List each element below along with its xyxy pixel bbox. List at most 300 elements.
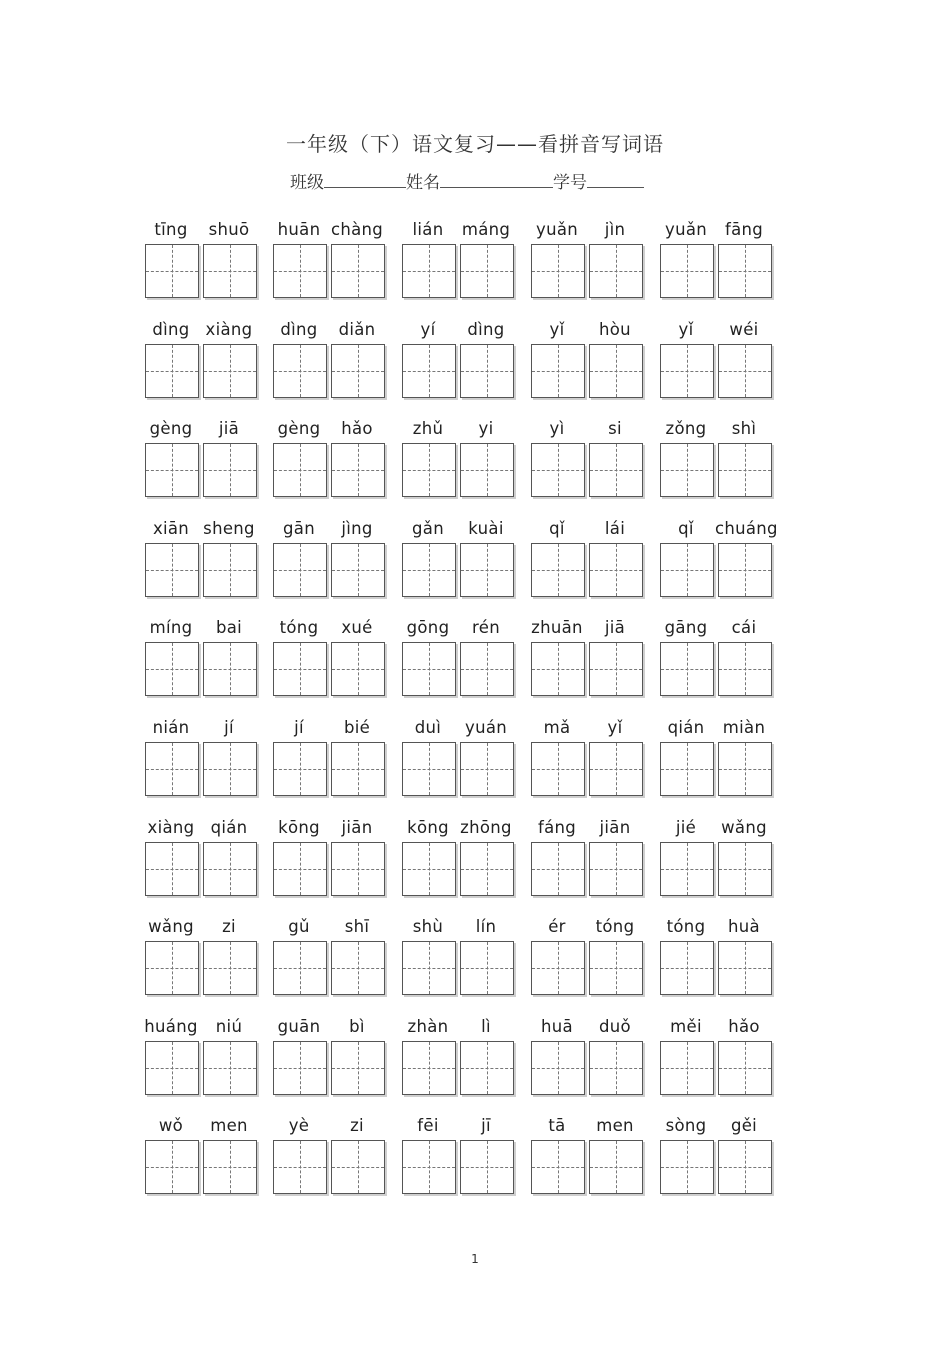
pinyin-syllable: niú [215, 1017, 243, 1036]
guide-line-horizontal [661, 769, 713, 770]
guide-line-horizontal [403, 669, 455, 670]
pinyin-syllable: sheng [203, 519, 255, 538]
pinyin-syllable: yuǎn [536, 220, 578, 239]
pinyin-syllable: shuō [208, 220, 250, 239]
word-group [273, 1017, 391, 1117]
writing-cell[interactable] [531, 344, 585, 398]
writing-cell[interactable] [718, 1041, 772, 1095]
guide-line-horizontal [204, 570, 256, 571]
writing-cell[interactable] [203, 244, 257, 298]
pinyin-syllable: zhuān [531, 618, 583, 637]
guide-line-horizontal [332, 570, 384, 571]
writing-cell[interactable] [145, 443, 199, 497]
writing-cell[interactable] [460, 842, 514, 896]
guide-line-horizontal [332, 669, 384, 670]
pinyin-syllable: yuán [465, 718, 507, 737]
word-group [531, 618, 649, 718]
writing-cell[interactable] [145, 941, 199, 995]
word-group [531, 320, 649, 420]
pinyin-syllable: qǐ [549, 519, 565, 538]
writing-cell[interactable] [402, 543, 456, 597]
writing-cell[interactable] [203, 1140, 257, 1194]
guide-line-horizontal [661, 271, 713, 272]
writing-cell[interactable] [660, 642, 714, 696]
pinyin-syllable: dìng [280, 320, 318, 339]
pinyin-syllable: yi [478, 419, 494, 438]
pinyin-syllable: yǐ [549, 320, 565, 339]
word-group [402, 1017, 520, 1117]
guide-line-horizontal [719, 371, 771, 372]
guide-line-horizontal [590, 869, 642, 870]
pinyin-syllable: jí [294, 718, 304, 737]
guide-line-horizontal [719, 470, 771, 471]
guide-line-horizontal [274, 669, 326, 670]
pinyin-syllable: sòng [665, 1116, 707, 1135]
writing-cell[interactable] [145, 642, 199, 696]
word-row [0, 519, 950, 619]
pinyin-syllable: jiā [604, 618, 626, 637]
writing-cell[interactable] [589, 543, 643, 597]
pinyin-syllable: yí [420, 320, 436, 339]
writing-cell[interactable] [660, 941, 714, 995]
guide-line-horizontal [532, 769, 584, 770]
word-group [531, 917, 649, 1017]
writing-cell[interactable] [531, 1140, 585, 1194]
writing-cell[interactable] [273, 742, 327, 796]
writing-cell[interactable] [660, 1140, 714, 1194]
pinyin-syllable: gèng [149, 419, 193, 438]
writing-cell[interactable] [402, 842, 456, 896]
guide-line-horizontal [403, 769, 455, 770]
pinyin-syllable: wǎng [721, 818, 767, 837]
word-group [145, 419, 263, 519]
writing-cell[interactable] [145, 244, 199, 298]
guide-line-horizontal [590, 968, 642, 969]
writing-cell[interactable] [718, 443, 772, 497]
pinyin-syllable: dìng [152, 320, 190, 339]
pinyin-syllable: hǎo [728, 1017, 760, 1036]
writing-cell[interactable] [589, 1041, 643, 1095]
guide-line-horizontal [719, 769, 771, 770]
pinyin-syllable: huà [728, 917, 760, 936]
guide-line-horizontal [146, 968, 198, 969]
pinyin-syllable: wéi [729, 320, 759, 339]
guide-line-horizontal [274, 968, 326, 969]
pinyin-syllable: gèng [277, 419, 321, 438]
writing-cell[interactable] [660, 842, 714, 896]
word-group [273, 917, 391, 1017]
guide-line-horizontal [719, 570, 771, 571]
writing-cell[interactable] [203, 642, 257, 696]
writing-cell[interactable] [331, 344, 385, 398]
guide-line-horizontal [719, 968, 771, 969]
pinyin-syllable: si [608, 419, 622, 438]
guide-line-horizontal [146, 869, 198, 870]
writing-cell[interactable] [203, 344, 257, 398]
writing-cell[interactable] [531, 1041, 585, 1095]
writing-cell[interactable] [273, 1140, 327, 1194]
word-group [273, 419, 391, 519]
writing-cell[interactable] [273, 1041, 327, 1095]
pinyin-syllable: gěi [730, 1116, 758, 1135]
writing-cell[interactable] [460, 941, 514, 995]
pinyin-syllable: zi [350, 1116, 364, 1135]
pinyin-syllable: chàng [330, 220, 384, 239]
word-group [531, 419, 649, 519]
guide-line-horizontal [274, 1068, 326, 1069]
word-row [0, 618, 950, 718]
writing-cell[interactable] [331, 642, 385, 696]
pinyin-syllable: máng [461, 220, 511, 239]
word-group [531, 1017, 649, 1117]
word-row [0, 917, 950, 1017]
pinyin-syllable: fēi [417, 1116, 439, 1135]
writing-cell[interactable] [331, 1140, 385, 1194]
writing-cell[interactable] [273, 842, 327, 896]
writing-cell[interactable] [589, 244, 643, 298]
pinyin-syllable: ér [548, 917, 566, 936]
word-group [402, 419, 520, 519]
writing-cell[interactable] [589, 941, 643, 995]
pinyin-syllable: qián [667, 718, 705, 737]
writing-cell[interactable] [660, 344, 714, 398]
pinyin-syllable: wǎng [148, 917, 194, 936]
guide-line-horizontal [461, 1167, 513, 1168]
writing-cell[interactable] [331, 244, 385, 298]
guide-line-horizontal [403, 570, 455, 571]
pinyin-syllable: zhǔ [412, 419, 444, 438]
writing-cell[interactable] [273, 344, 327, 398]
pinyin-syllable: yuǎn [665, 220, 707, 239]
pinyin-syllable: kōng [278, 818, 320, 837]
pinyin-syllable: zhàn [407, 1017, 449, 1036]
pinyin-syllable: kōng [407, 818, 449, 837]
pinyin-syllable: tā [548, 1116, 566, 1135]
guide-line-horizontal [532, 271, 584, 272]
guide-line-horizontal [661, 869, 713, 870]
guide-line-horizontal [332, 271, 384, 272]
guide-line-horizontal [532, 371, 584, 372]
writing-cell[interactable] [531, 543, 585, 597]
writing-cell[interactable] [402, 244, 456, 298]
guide-line-horizontal [590, 669, 642, 670]
writing-cell[interactable] [331, 543, 385, 597]
guide-line-horizontal [146, 1167, 198, 1168]
writing-cell[interactable] [660, 543, 714, 597]
pinyin-syllable: jìng [341, 519, 373, 538]
writing-cell[interactable] [203, 1041, 257, 1095]
guide-line-horizontal [146, 1068, 198, 1069]
guide-line-horizontal [719, 1167, 771, 1168]
guide-line-horizontal [332, 1068, 384, 1069]
guide-line-horizontal [532, 1068, 584, 1069]
pinyin-syllable: chuáng [715, 519, 778, 538]
guide-line-horizontal [461, 869, 513, 870]
pinyin-syllable: shī [344, 917, 370, 936]
guide-line-horizontal [274, 869, 326, 870]
pinyin-syllable: nián [152, 718, 190, 737]
guide-line-horizontal [661, 1068, 713, 1069]
writing-cell[interactable] [203, 742, 257, 796]
guide-line-horizontal [403, 968, 455, 969]
guide-line-horizontal [461, 470, 513, 471]
guide-line-horizontal [532, 869, 584, 870]
guide-line-horizontal [532, 470, 584, 471]
writing-cell[interactable] [402, 742, 456, 796]
writing-cell[interactable] [460, 642, 514, 696]
pinyin-syllable: gōng [406, 618, 450, 637]
writing-cell[interactable] [402, 1140, 456, 1194]
pinyin-syllable: zi [222, 917, 236, 936]
word-group [145, 718, 263, 818]
guide-line-horizontal [461, 271, 513, 272]
writing-cell[interactable] [145, 543, 199, 597]
guide-line-horizontal [274, 271, 326, 272]
word-group [402, 917, 520, 1017]
writing-cell[interactable] [331, 1041, 385, 1095]
writing-cell[interactable] [402, 941, 456, 995]
pinyin-syllable: jié [675, 818, 697, 837]
guide-line-horizontal [590, 271, 642, 272]
word-group [531, 519, 649, 619]
writing-cell[interactable] [460, 742, 514, 796]
guide-line-horizontal [146, 769, 198, 770]
writing-cell[interactable] [531, 244, 585, 298]
word-group [660, 618, 778, 718]
writing-cell[interactable] [531, 941, 585, 995]
writing-cell[interactable] [718, 1140, 772, 1194]
writing-cell[interactable] [203, 941, 257, 995]
guide-line-horizontal [146, 470, 198, 471]
guide-line-horizontal [661, 968, 713, 969]
pinyin-syllable: tīng [154, 220, 188, 239]
guide-line-horizontal [403, 869, 455, 870]
writing-cell[interactable] [203, 842, 257, 896]
word-group [145, 818, 263, 918]
pinyin-syllable: shù [412, 917, 444, 936]
pinyin-syllable: jí [224, 718, 234, 737]
word-group [660, 320, 778, 420]
pinyin-syllable: míng [149, 618, 193, 637]
pinyin-syllable: lián [412, 220, 444, 239]
guide-line-horizontal [719, 669, 771, 670]
writing-cell[interactable] [460, 344, 514, 398]
writing-cell[interactable] [718, 642, 772, 696]
guide-line-horizontal [661, 371, 713, 372]
pinyin-syllable: jī [481, 1116, 491, 1135]
word-group [402, 220, 520, 320]
pinyin-syllable: xué [341, 618, 373, 637]
writing-cell[interactable] [460, 244, 514, 298]
writing-cell[interactable] [718, 842, 772, 896]
pinyin-syllable: bì [349, 1017, 365, 1036]
guide-line-horizontal [403, 371, 455, 372]
writing-cell[interactable] [331, 941, 385, 995]
guide-line-horizontal [146, 371, 198, 372]
word-group [531, 718, 649, 818]
writing-cell[interactable] [273, 642, 327, 696]
pinyin-syllable: wǒ [158, 1116, 184, 1135]
writing-cell[interactable] [145, 1140, 199, 1194]
pinyin-syllable: xiàng [147, 818, 195, 837]
guide-line-horizontal [204, 371, 256, 372]
pinyin-syllable: jiān [599, 818, 631, 837]
writing-cell[interactable] [331, 842, 385, 896]
guide-line-horizontal [332, 869, 384, 870]
pinyin-syllable: huā [541, 1017, 573, 1036]
guide-line-horizontal [204, 869, 256, 870]
word-group [273, 220, 391, 320]
writing-cell[interactable] [660, 1041, 714, 1095]
writing-cell[interactable] [145, 742, 199, 796]
writing-cell[interactable] [273, 244, 327, 298]
word-group [660, 917, 778, 1017]
writing-cell[interactable] [589, 344, 643, 398]
word-group [402, 519, 520, 619]
word-group [660, 818, 778, 918]
guide-line-horizontal [274, 470, 326, 471]
guide-line-horizontal [332, 1167, 384, 1168]
writing-cell[interactable] [460, 1041, 514, 1095]
writing-cell[interactable] [460, 1140, 514, 1194]
guide-line-horizontal [204, 769, 256, 770]
pinyin-syllable: gāng [664, 618, 708, 637]
number-label: 学号 [553, 173, 587, 193]
writing-cell[interactable] [273, 543, 327, 597]
pinyin-syllable: huān [277, 220, 321, 239]
guide-line-horizontal [532, 1167, 584, 1168]
writing-cell[interactable] [460, 443, 514, 497]
writing-cell[interactable] [145, 1041, 199, 1095]
writing-cell[interactable] [531, 443, 585, 497]
guide-line-horizontal [332, 470, 384, 471]
guide-line-horizontal [204, 669, 256, 670]
writing-cell[interactable] [402, 443, 456, 497]
page-number: 1 [471, 1252, 479, 1266]
pinyin-syllable: duì [414, 718, 442, 737]
writing-cell[interactable] [660, 443, 714, 497]
word-group [145, 320, 263, 420]
writing-cell[interactable] [145, 842, 199, 896]
guide-line-horizontal [590, 1167, 642, 1168]
writing-cell[interactable] [660, 742, 714, 796]
word-row [0, 1017, 950, 1117]
pinyin-syllable: rén [472, 618, 500, 637]
pinyin-syllable: zhōng [460, 818, 512, 837]
pinyin-syllable: xiàng [205, 320, 253, 339]
writing-cell[interactable] [331, 742, 385, 796]
guide-line-horizontal [461, 769, 513, 770]
guide-line-horizontal [719, 271, 771, 272]
writing-cell[interactable] [402, 344, 456, 398]
page-title: 一年级（下）语文复习——看拼音写词语 [286, 132, 664, 156]
guide-line-horizontal [274, 570, 326, 571]
word-group [145, 1017, 263, 1117]
guide-line-horizontal [532, 968, 584, 969]
pinyin-syllable: tóng [279, 618, 319, 637]
writing-cell[interactable] [718, 344, 772, 398]
pinyin-syllable: guān [277, 1017, 321, 1036]
writing-cell[interactable] [718, 543, 772, 597]
guide-line-horizontal [403, 1068, 455, 1069]
pinyin-syllable: kuài [468, 519, 504, 538]
guide-line-horizontal [719, 869, 771, 870]
word-group [660, 220, 778, 320]
writing-cell[interactable] [589, 443, 643, 497]
writing-cell[interactable] [203, 543, 257, 597]
writing-cell[interactable] [718, 941, 772, 995]
writing-cell[interactable] [460, 543, 514, 597]
guide-line-horizontal [590, 470, 642, 471]
writing-cell[interactable] [145, 344, 199, 398]
word-group [273, 618, 391, 718]
writing-cell[interactable] [531, 642, 585, 696]
writing-cell[interactable] [331, 443, 385, 497]
guide-line-horizontal [461, 968, 513, 969]
pinyin-syllable: tóng [595, 917, 635, 936]
writing-cell[interactable] [531, 742, 585, 796]
writing-cell[interactable] [273, 941, 327, 995]
writing-cell[interactable] [589, 842, 643, 896]
guide-line-horizontal [461, 669, 513, 670]
guide-line-horizontal [274, 371, 326, 372]
writing-cell[interactable] [589, 742, 643, 796]
pinyin-syllable: jiā [218, 419, 240, 438]
class-label: 班级 [290, 173, 324, 193]
writing-cell[interactable] [718, 742, 772, 796]
writing-cell[interactable] [589, 1140, 643, 1194]
pinyin-syllable: měi [670, 1017, 702, 1036]
guide-line-horizontal [146, 669, 198, 670]
writing-cell[interactable] [203, 443, 257, 497]
guide-line-horizontal [332, 968, 384, 969]
pinyin-syllable: yì [549, 419, 565, 438]
pinyin-syllable: cái [731, 618, 757, 637]
pinyin-syllable: men [596, 1116, 634, 1135]
guide-line-horizontal [590, 769, 642, 770]
guide-line-horizontal [532, 570, 584, 571]
pinyin-syllable: bié [343, 718, 371, 737]
guide-line-horizontal [332, 769, 384, 770]
guide-line-horizontal [590, 1068, 642, 1069]
pinyin-syllable: gǎn [412, 519, 444, 538]
guide-line-horizontal [461, 570, 513, 571]
writing-cell[interactable] [660, 244, 714, 298]
guide-line-horizontal [461, 1068, 513, 1069]
pinyin-syllable: xiān [152, 519, 190, 538]
pinyin-syllable: gān [283, 519, 315, 538]
pinyin-syllable: mǎ [543, 718, 571, 737]
pinyin-syllable: dìng [467, 320, 505, 339]
guide-line-horizontal [332, 371, 384, 372]
writing-cell[interactable] [718, 244, 772, 298]
word-row [0, 419, 950, 519]
guide-line-horizontal [204, 968, 256, 969]
writing-cell[interactable] [273, 443, 327, 497]
word-row [0, 220, 950, 320]
writing-cell[interactable] [402, 1041, 456, 1095]
word-group [273, 818, 391, 918]
writing-cell[interactable] [402, 642, 456, 696]
word-group [402, 320, 520, 420]
writing-cell[interactable] [589, 642, 643, 696]
writing-cell[interactable] [531, 842, 585, 896]
word-row [0, 718, 950, 818]
guide-line-horizontal [403, 1167, 455, 1168]
word-row [0, 1116, 950, 1216]
guide-line-horizontal [661, 570, 713, 571]
pinyin-syllable: duǒ [599, 1017, 631, 1036]
